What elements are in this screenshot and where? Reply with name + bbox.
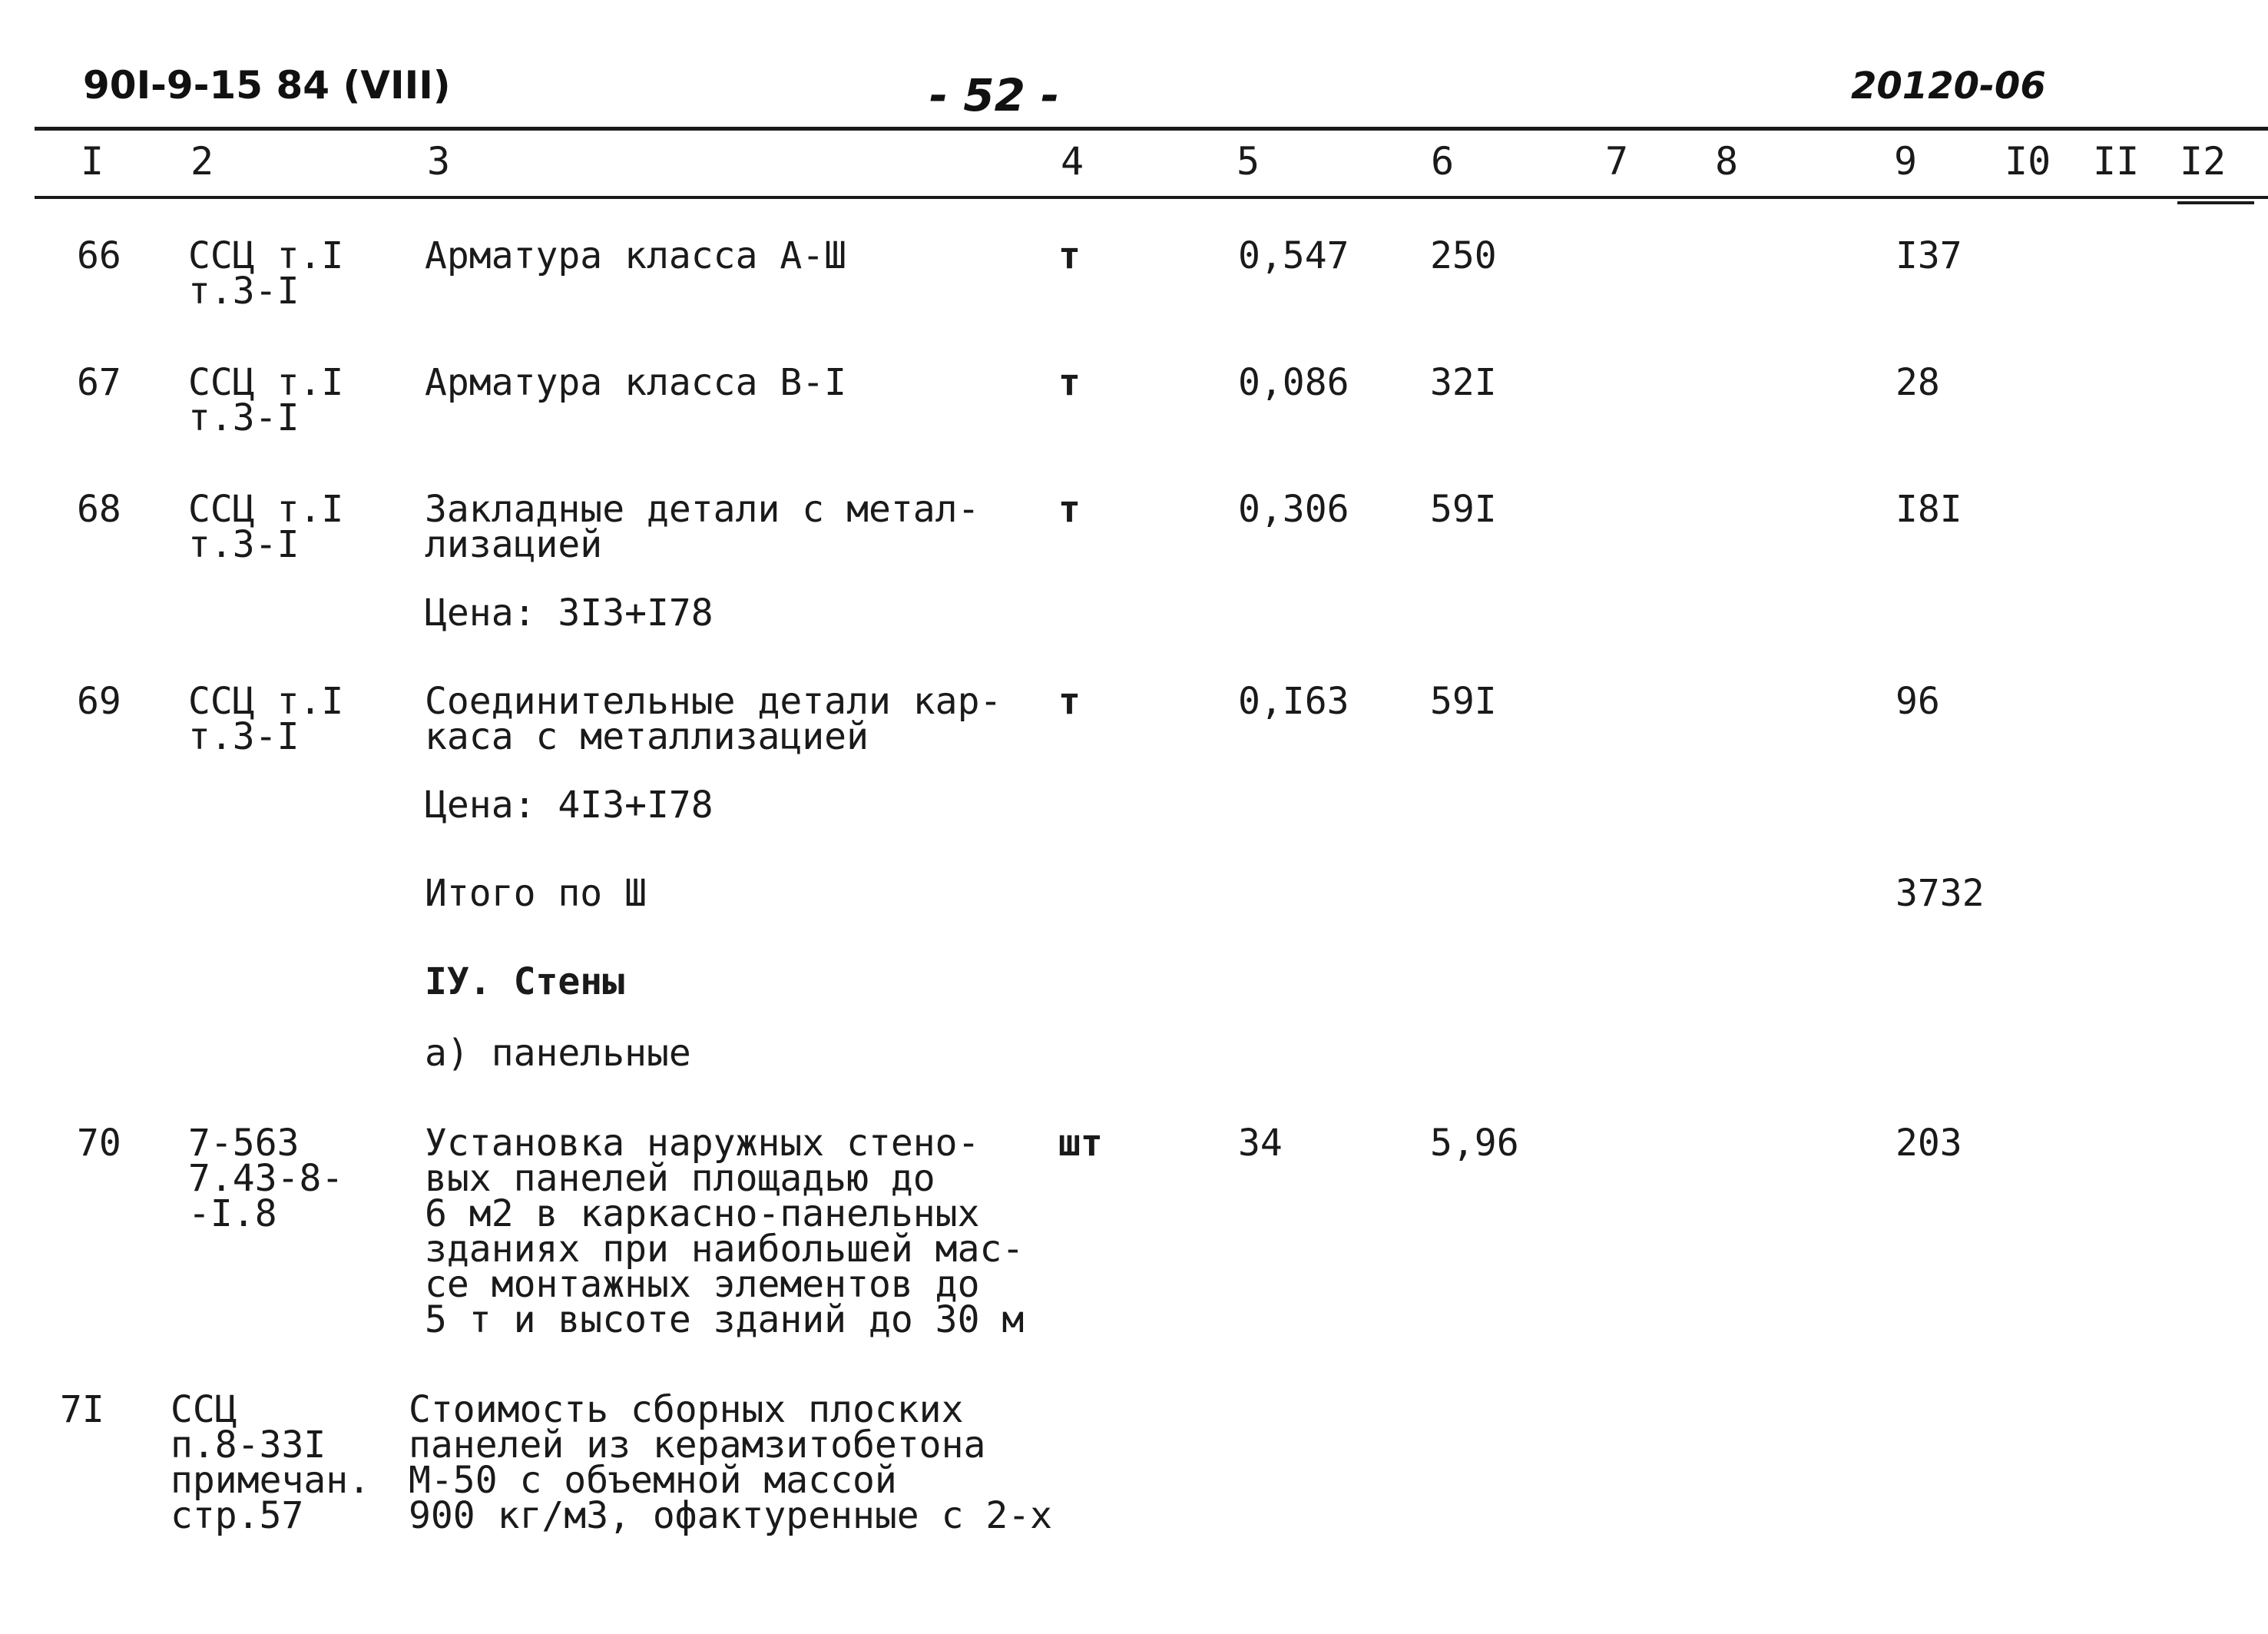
work-description: Арматура класса В-I bbox=[425, 361, 847, 404]
norm-code: ССЦ т.I т.3-I bbox=[188, 680, 344, 758]
column-header-4: 4 bbox=[1061, 139, 1084, 184]
column-12-underline bbox=[2177, 201, 2254, 204]
work-description: Установка наружных стено- вых панелей площадью до 6 м2 в каркасно-панельных зданиях при наибольшей мас- се монтажных элементов до 5 т и высоте зданий до 30 м bbox=[425, 1122, 1025, 1341]
column-header-9: 9 bbox=[1894, 139, 1918, 184]
unit-price: 5,96 bbox=[1430, 1122, 1519, 1165]
total-cost: I37 bbox=[1896, 234, 1962, 277]
column-header-7: 7 bbox=[1605, 139, 1629, 184]
work-description: Закладные детали с метал- лизацией bbox=[425, 488, 980, 566]
column-header-5: 5 bbox=[1237, 139, 1260, 184]
section-heading: IУ. Стены bbox=[425, 960, 625, 1003]
norm-code: ССЦ т.I т.3-I bbox=[188, 488, 344, 566]
unit-price: 32I bbox=[1430, 361, 1497, 404]
page-number: - 52 - bbox=[929, 69, 1060, 121]
total-cost: 28 bbox=[1896, 361, 1940, 404]
quantity: 34 bbox=[1238, 1122, 1283, 1165]
quantity: 0,I63 bbox=[1238, 680, 1349, 723]
total-cost: 96 bbox=[1896, 680, 1940, 723]
row-number: 68 bbox=[77, 488, 121, 531]
norm-code: ССЦ п.8-33I примечан. стр.57 bbox=[171, 1388, 371, 1537]
unit-price: 59I bbox=[1430, 680, 1497, 723]
unit: т bbox=[1058, 234, 1081, 277]
column-header-6: 6 bbox=[1431, 139, 1455, 184]
row-number: 70 bbox=[77, 1122, 121, 1165]
unit: т bbox=[1058, 361, 1081, 404]
column-header-8: 8 bbox=[1715, 139, 1739, 184]
total-cost: I8I bbox=[1896, 488, 1962, 531]
row-number: 7I bbox=[60, 1388, 104, 1431]
column-header-3: 3 bbox=[427, 139, 451, 184]
column-header-10: I0 bbox=[2005, 139, 2051, 184]
unit: т bbox=[1058, 488, 1081, 531]
column-header-12: I2 bbox=[2180, 139, 2227, 184]
column-header-11: II bbox=[2093, 139, 2140, 184]
header-bottom-rule bbox=[35, 196, 2268, 199]
price-breakdown: Цена: 3I3+I78 bbox=[425, 592, 714, 635]
quantity: 0,306 bbox=[1238, 488, 1349, 531]
header-top-rule bbox=[35, 127, 2268, 131]
row-number: 69 bbox=[77, 680, 121, 723]
total-cost: 203 bbox=[1896, 1122, 1962, 1165]
price-breakdown: Цена: 4I3+I78 bbox=[425, 784, 714, 827]
norm-code: ССЦ т.I т.3-I bbox=[188, 234, 344, 313]
subtotal-label: Итого по Ш bbox=[425, 872, 647, 915]
document-code: 90I-9-15 84 (VIII) bbox=[83, 63, 451, 108]
column-header-2: 2 bbox=[190, 139, 214, 184]
work-description: Стоимость сборных плоских панелей из керамзитобетона М-50 с объемной массой 900 кг/м3, офактуренные с 2-х bbox=[409, 1388, 1053, 1537]
unit-price: 250 bbox=[1430, 234, 1497, 277]
unit: т bbox=[1058, 680, 1081, 723]
quantity: 0,086 bbox=[1238, 361, 1349, 404]
unit: шт bbox=[1058, 1122, 1103, 1165]
work-description: Соединительные детали кар- каса с металлизацией bbox=[425, 680, 1002, 758]
row-number: 67 bbox=[77, 361, 121, 404]
column-header-1: I bbox=[81, 139, 104, 184]
work-description: Арматура класса А-Ш bbox=[425, 234, 847, 277]
subtotal-value: 3732 bbox=[1896, 872, 1985, 915]
subsection-heading: а) панельные bbox=[425, 1032, 691, 1075]
quantity: 0,547 bbox=[1238, 234, 1349, 277]
row-number: 66 bbox=[77, 234, 121, 277]
norm-code: 7-563 7.43-8- -I.8 bbox=[188, 1122, 344, 1235]
norm-code: ССЦ т.I т.3-I bbox=[188, 361, 344, 439]
sheet-code: 20120-06 bbox=[1851, 65, 2046, 108]
unit-price: 59I bbox=[1430, 488, 1497, 531]
